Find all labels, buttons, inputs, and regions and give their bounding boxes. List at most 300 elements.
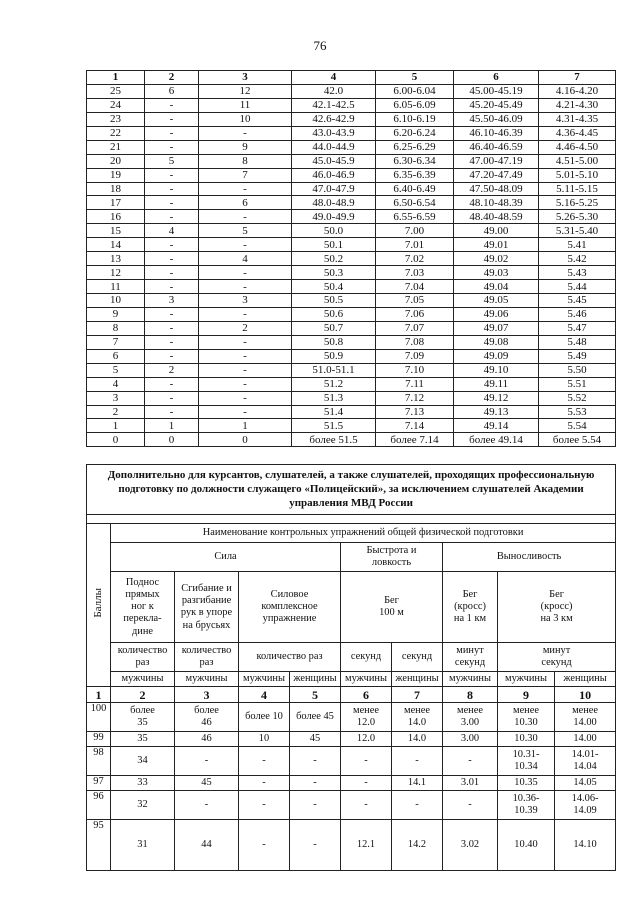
table-cell: 21 [87, 140, 145, 154]
table-cell: - [145, 280, 199, 294]
table-cell: 10 [239, 732, 290, 747]
score-table-upper [86, 70, 616, 447]
table-cell: 50.1 [292, 238, 376, 252]
table-cell: 50.0 [292, 224, 376, 238]
table-cell: менее 3.00 [443, 703, 498, 732]
table-cell: 47.50-48.09 [454, 182, 539, 196]
table-cell: 6.30-6.34 [376, 154, 454, 168]
table-cell: 50.5 [292, 294, 376, 308]
table-cell: 9 [199, 140, 292, 154]
table-cell: 11 [87, 280, 145, 294]
table-row [87, 182, 616, 196]
table-cell: 44 [175, 820, 239, 871]
gender-cell: мужчины [341, 672, 392, 687]
table-cell: 16 [87, 210, 145, 224]
table-cell: 98 [87, 747, 111, 776]
table-row [87, 776, 616, 791]
table-cell: 4.51-5.00 [539, 154, 616, 168]
table-cell: 3.00 [443, 732, 498, 747]
table-cell: 20 [87, 154, 145, 168]
table-cell: 47.00-47.19 [454, 154, 539, 168]
table-row [87, 126, 616, 140]
table-cell: 5.48 [539, 335, 616, 349]
table-cell: 2 [199, 321, 292, 335]
table-cell: - [145, 196, 199, 210]
gender-cell: мужчины [498, 672, 555, 687]
table-cell: 9 [87, 307, 145, 321]
table-cell: 49.05 [454, 294, 539, 308]
table-cell: 96 [87, 791, 111, 820]
exercise-run-3km: Бег (кросс) на 3 км [498, 572, 616, 643]
table-row [87, 140, 616, 154]
table-cell: - [199, 405, 292, 419]
table-cell: - [290, 791, 341, 820]
table-cell: - [199, 126, 292, 140]
table-cell: 6 [145, 84, 199, 98]
table-cell: 51.3 [292, 391, 376, 405]
table-cell: 45 [290, 732, 341, 747]
table-cell: 10.35 [498, 776, 555, 791]
table-row [87, 98, 616, 112]
table-cell: 0 [199, 433, 292, 447]
table-cell: - [239, 820, 290, 871]
additional-note: Дополнительно для курсантов, слушателей, а также слушателей, проходящих профессиональную подготовку по должности служащего «Полицейский», за исключением слушателей Академии управления МВД России [87, 465, 616, 515]
gender-cell: мужчины [239, 672, 290, 687]
table-cell: 48.40-48.59 [454, 210, 539, 224]
table-row [87, 433, 616, 447]
table-cell: 6 [87, 349, 145, 363]
table-cell: - [341, 791, 392, 820]
table-cell: - [290, 776, 341, 791]
gender-cell: мужчины [111, 672, 175, 687]
table-cell: 14.00 [555, 732, 616, 747]
table-cell: - [145, 126, 199, 140]
column-number: 5 [376, 71, 454, 85]
exercise-run-1km: Бег (кросс) на 1 км [443, 572, 498, 643]
unit-cell: секунд [341, 643, 392, 672]
table-cell: 5.01-5.10 [539, 168, 616, 182]
table-cell: 7.01 [376, 238, 454, 252]
table-cell: 47.20-47.49 [454, 168, 539, 182]
table-cell: 5.41 [539, 238, 616, 252]
table-row [87, 321, 616, 335]
column-number: 1 [87, 687, 111, 703]
table-cell: - [145, 238, 199, 252]
table-row [87, 405, 616, 419]
table-cell: 14.0 [392, 732, 443, 747]
table-cell: - [145, 307, 199, 321]
table-cell: 1 [199, 419, 292, 433]
table-cell: - [199, 280, 292, 294]
table-cell: 5.46 [539, 307, 616, 321]
table-cell: 51.4 [292, 405, 376, 419]
table-cell: 49.0-49.9 [292, 210, 376, 224]
table-cell: 18 [87, 182, 145, 196]
table-cell: 35 [111, 732, 175, 747]
table-cell: 49.08 [454, 335, 539, 349]
table-cell: менее 12.0 [341, 703, 392, 732]
table-cell: 6.55-6.59 [376, 210, 454, 224]
exercise-power-complex: Силовое комплексное упражнение [239, 572, 341, 643]
table-cell: 46.40-46.59 [454, 140, 539, 154]
table-cell: 7.07 [376, 321, 454, 335]
table-cell: 3 [87, 391, 145, 405]
column-number: 3 [199, 71, 292, 85]
group-endurance: Выносливость [443, 543, 616, 572]
table-cell: 10.31- 10.34 [498, 747, 555, 776]
table-cell: 7.06 [376, 307, 454, 321]
table-cell: - [145, 405, 199, 419]
column-number: 10 [555, 687, 616, 703]
table-cell: - [199, 182, 292, 196]
table-cell: - [145, 112, 199, 126]
table-cell: 14.10 [555, 820, 616, 871]
unit-cell: количество раз [175, 643, 239, 672]
table-cell: - [341, 776, 392, 791]
table-row [87, 280, 616, 294]
table-cell: 12.0 [341, 732, 392, 747]
table-row [87, 747, 616, 776]
table-cell: 14 [87, 238, 145, 252]
table-cell: - [239, 747, 290, 776]
table-row [87, 252, 616, 266]
table-cell: - [199, 349, 292, 363]
main-header: Наименование контрольных упражнений общей физической подготовки [111, 524, 616, 543]
table-cell: - [443, 791, 498, 820]
table-cell: - [145, 98, 199, 112]
unit-cell: секунд [392, 643, 443, 672]
table-row [87, 363, 616, 377]
table-cell: 6.25-6.29 [376, 140, 454, 154]
table-cell: 50.4 [292, 280, 376, 294]
table-cell: 10 [199, 112, 292, 126]
column-number: 5 [290, 687, 341, 703]
table-row [87, 84, 616, 98]
table-cell: - [145, 349, 199, 363]
table-cell: 50.7 [292, 321, 376, 335]
column-number: 2 [111, 687, 175, 703]
table-cell: 3.02 [443, 820, 498, 871]
table-cell: 17 [87, 196, 145, 210]
table-cell: 45.00-45.19 [454, 84, 539, 98]
column-number: 4 [292, 71, 376, 85]
table-cell: 23 [87, 112, 145, 126]
table-cell: 5 [87, 363, 145, 377]
table-cell: 7 [199, 168, 292, 182]
column-number: 7 [392, 687, 443, 703]
column-number: 3 [175, 687, 239, 703]
table-cell: 11 [199, 98, 292, 112]
table-cell: - [199, 391, 292, 405]
table-cell: - [145, 377, 199, 391]
table-cell: 5.43 [539, 266, 616, 280]
table-cell: 5.49 [539, 349, 616, 363]
table-cell: 51.5 [292, 419, 376, 433]
table-row [87, 419, 616, 433]
unit-cell: минут секунд [443, 643, 498, 672]
table-cell: - [392, 791, 443, 820]
table-cell: 7.08 [376, 335, 454, 349]
table-cell: 45.20-45.49 [454, 98, 539, 112]
table-cell: 32 [111, 791, 175, 820]
table-cell: 49.09 [454, 349, 539, 363]
table-row [87, 732, 616, 747]
table-cell: 10.30 [498, 732, 555, 747]
table-cell: 22 [87, 126, 145, 140]
table-row [87, 154, 616, 168]
table-cell: - [290, 820, 341, 871]
table-cell: 7 [87, 335, 145, 349]
score-table-cadets [86, 464, 616, 871]
scores-column-header: Баллы [87, 524, 111, 687]
table-cell: более 49.14 [454, 433, 539, 447]
table-cell: 44.0-44.9 [292, 140, 376, 154]
table-cell: - [145, 252, 199, 266]
table-cell: 5.54 [539, 419, 616, 433]
table-cell: 7.02 [376, 252, 454, 266]
table-cell: 4 [145, 224, 199, 238]
table-cell: 49.14 [454, 419, 539, 433]
table-cell: 4 [199, 252, 292, 266]
table-cell: - [175, 747, 239, 776]
table-cell: 5.11-5.15 [539, 182, 616, 196]
table-row [87, 112, 616, 126]
table-cell: 10 [87, 294, 145, 308]
table-cell: 48.0-48.9 [292, 196, 376, 210]
table-cell: - [145, 140, 199, 154]
table-cell: 5 [145, 154, 199, 168]
table-cell: 3 [145, 294, 199, 308]
table-cell: 6.00-6.04 [376, 84, 454, 98]
table-cell: 48.10-48.39 [454, 196, 539, 210]
table-cell: 10.40 [498, 820, 555, 871]
table-cell: 5.16-5.25 [539, 196, 616, 210]
table-cell: 5.53 [539, 405, 616, 419]
table-cell: более 46 [175, 703, 239, 732]
unit-cell: количество раз [239, 643, 341, 672]
table-row [87, 224, 616, 238]
table-cell: 2 [145, 363, 199, 377]
table-cell: 14.01- 14.04 [555, 747, 616, 776]
table-cell: 50.6 [292, 307, 376, 321]
table-cell: 24 [87, 98, 145, 112]
exercise-run-100m: Бег 100 м [341, 572, 443, 643]
table-cell: - [199, 307, 292, 321]
table-cell: - [145, 335, 199, 349]
table-cell: 5.44 [539, 280, 616, 294]
table-cell: 14.1 [392, 776, 443, 791]
table-cell: 97 [87, 776, 111, 791]
table-row [87, 238, 616, 252]
table-cell: 5.45 [539, 294, 616, 308]
gender-cell: мужчины [175, 672, 239, 687]
table-row [87, 703, 616, 732]
table-cell: 49.07 [454, 321, 539, 335]
table-cell: более 35 [111, 703, 175, 732]
table-cell: - [341, 747, 392, 776]
table-row [87, 294, 616, 308]
unit-cell: минут секунд [498, 643, 616, 672]
table-row [87, 307, 616, 321]
table-cell: - [199, 238, 292, 252]
table-cell: 15 [87, 224, 145, 238]
table-cell: 47.0-47.9 [292, 182, 376, 196]
table-cell: 49.04 [454, 280, 539, 294]
exercise-dips: Сгибание и разгибание рук в упоре на брусьях [175, 572, 239, 643]
table-cell: 46.10-46.39 [454, 126, 539, 140]
table-cell: более 5.54 [539, 433, 616, 447]
table-cell: 49.13 [454, 405, 539, 419]
column-number: 2 [145, 71, 199, 85]
table-cell: 14.05 [555, 776, 616, 791]
table-header-row [87, 71, 616, 85]
table-row [87, 196, 616, 210]
table-cell: 49.02 [454, 252, 539, 266]
table-cell: 95 [87, 820, 111, 871]
table-cell: - [145, 391, 199, 405]
column-number: 7 [539, 71, 616, 85]
table-cell: более 7.14 [376, 433, 454, 447]
table-cell: 34 [111, 747, 175, 776]
table-cell: 7.04 [376, 280, 454, 294]
table-cell: 51.2 [292, 377, 376, 391]
table-cell: 13 [87, 252, 145, 266]
table-cell: 50.8 [292, 335, 376, 349]
table-cell: 14.06- 14.09 [555, 791, 616, 820]
group-strength: Сила [111, 543, 341, 572]
table-cell: менее 14.0 [392, 703, 443, 732]
table-cell: 50.3 [292, 266, 376, 280]
table-cell: 49.03 [454, 266, 539, 280]
exercise-leg-raise: Поднос прямых ног к перекла- дине [111, 572, 175, 643]
table-cell: - [145, 182, 199, 196]
table-cell: 4.21-4.30 [539, 98, 616, 112]
table-row [87, 266, 616, 280]
table-cell: 43.0-43.9 [292, 126, 376, 140]
table-row [87, 820, 616, 871]
table-cell: 1 [87, 419, 145, 433]
table-cell: 2 [87, 405, 145, 419]
table-cell: 31 [111, 820, 175, 871]
column-number: 6 [341, 687, 392, 703]
table-cell: 4.16-4.20 [539, 84, 616, 98]
table-cell: 1 [145, 419, 199, 433]
table-cell: 49.00 [454, 224, 539, 238]
group-speed: Быстрота и ловкость [341, 543, 443, 572]
table-cell: 7.12 [376, 391, 454, 405]
table-cell: 7.09 [376, 349, 454, 363]
table-cell: 6.10-6.19 [376, 112, 454, 126]
table-cell: - [199, 266, 292, 280]
table-cell: 0 [87, 433, 145, 447]
unit-cell: количество раз [111, 643, 175, 672]
table-cell: 5.50 [539, 363, 616, 377]
table-cell: 12.1 [341, 820, 392, 871]
table-cell: - [199, 335, 292, 349]
table-cell: 50.2 [292, 252, 376, 266]
table-cell: 5.42 [539, 252, 616, 266]
table-cell: 42.6-42.9 [292, 112, 376, 126]
table-cell: - [199, 210, 292, 224]
table-row [87, 349, 616, 363]
table-cell: 51.0-51.1 [292, 363, 376, 377]
table-cell: 46.0-46.9 [292, 168, 376, 182]
table-row [87, 391, 616, 405]
column-number: 1 [87, 71, 145, 85]
table-cell: 7.14 [376, 419, 454, 433]
table-cell: 7.10 [376, 363, 454, 377]
table-cell: 10.36- 10.39 [498, 791, 555, 820]
table-cell: - [443, 747, 498, 776]
page-number: 76 [313, 38, 327, 53]
table-cell: - [239, 791, 290, 820]
table-cell: 6.50-6.54 [376, 196, 454, 210]
gender-cell: женщины [392, 672, 443, 687]
table-cell: 6.05-6.09 [376, 98, 454, 112]
table-cell: - [199, 377, 292, 391]
table-cell: 6 [199, 196, 292, 210]
table-cell: 0 [145, 433, 199, 447]
table-cell: менее 10.30 [498, 703, 555, 732]
table-cell: - [239, 776, 290, 791]
table-row [87, 210, 616, 224]
table-cell: 14.2 [392, 820, 443, 871]
table-cell: 7.03 [376, 266, 454, 280]
table-cell: более 10 [239, 703, 290, 732]
table-cell: 7.11 [376, 377, 454, 391]
table-cell: более 45 [290, 703, 341, 732]
table-cell: 45.50-46.09 [454, 112, 539, 126]
table-row [87, 168, 616, 182]
table-cell: - [145, 321, 199, 335]
table-cell: 3 [199, 294, 292, 308]
table-cell: 49.11 [454, 377, 539, 391]
column-number: 6 [454, 71, 539, 85]
table-cell: 12 [87, 266, 145, 280]
column-number: 9 [498, 687, 555, 703]
table-cell: 12 [199, 84, 292, 98]
table-cell: 6.20-6.24 [376, 126, 454, 140]
table-cell: 6.40-6.49 [376, 182, 454, 196]
gender-cell: женщины [555, 672, 616, 687]
table-cell: 7.00 [376, 224, 454, 238]
table-cell: 5 [199, 224, 292, 238]
table-cell: 5.52 [539, 391, 616, 405]
table-cell: 3.01 [443, 776, 498, 791]
table-cell: 5.51 [539, 377, 616, 391]
table-cell: - [392, 747, 443, 776]
table-cell: - [175, 791, 239, 820]
table-cell: 7.05 [376, 294, 454, 308]
table-cell: 6.35-6.39 [376, 168, 454, 182]
column-number-row [87, 687, 616, 703]
gender-cell: мужчины [443, 672, 498, 687]
table-cell: 7.13 [376, 405, 454, 419]
table-cell: 8 [199, 154, 292, 168]
table-cell: - [145, 168, 199, 182]
table-cell: 99 [87, 732, 111, 747]
table-cell: - [145, 266, 199, 280]
table-cell: 49.06 [454, 307, 539, 321]
table-cell: 42.1-42.5 [292, 98, 376, 112]
table-cell: 33 [111, 776, 175, 791]
table-cell: 5.31-5.40 [539, 224, 616, 238]
table-cell: 42.0 [292, 84, 376, 98]
table-row [87, 791, 616, 820]
table-cell: 8 [87, 321, 145, 335]
table-cell: 19 [87, 168, 145, 182]
table-cell: - [290, 747, 341, 776]
